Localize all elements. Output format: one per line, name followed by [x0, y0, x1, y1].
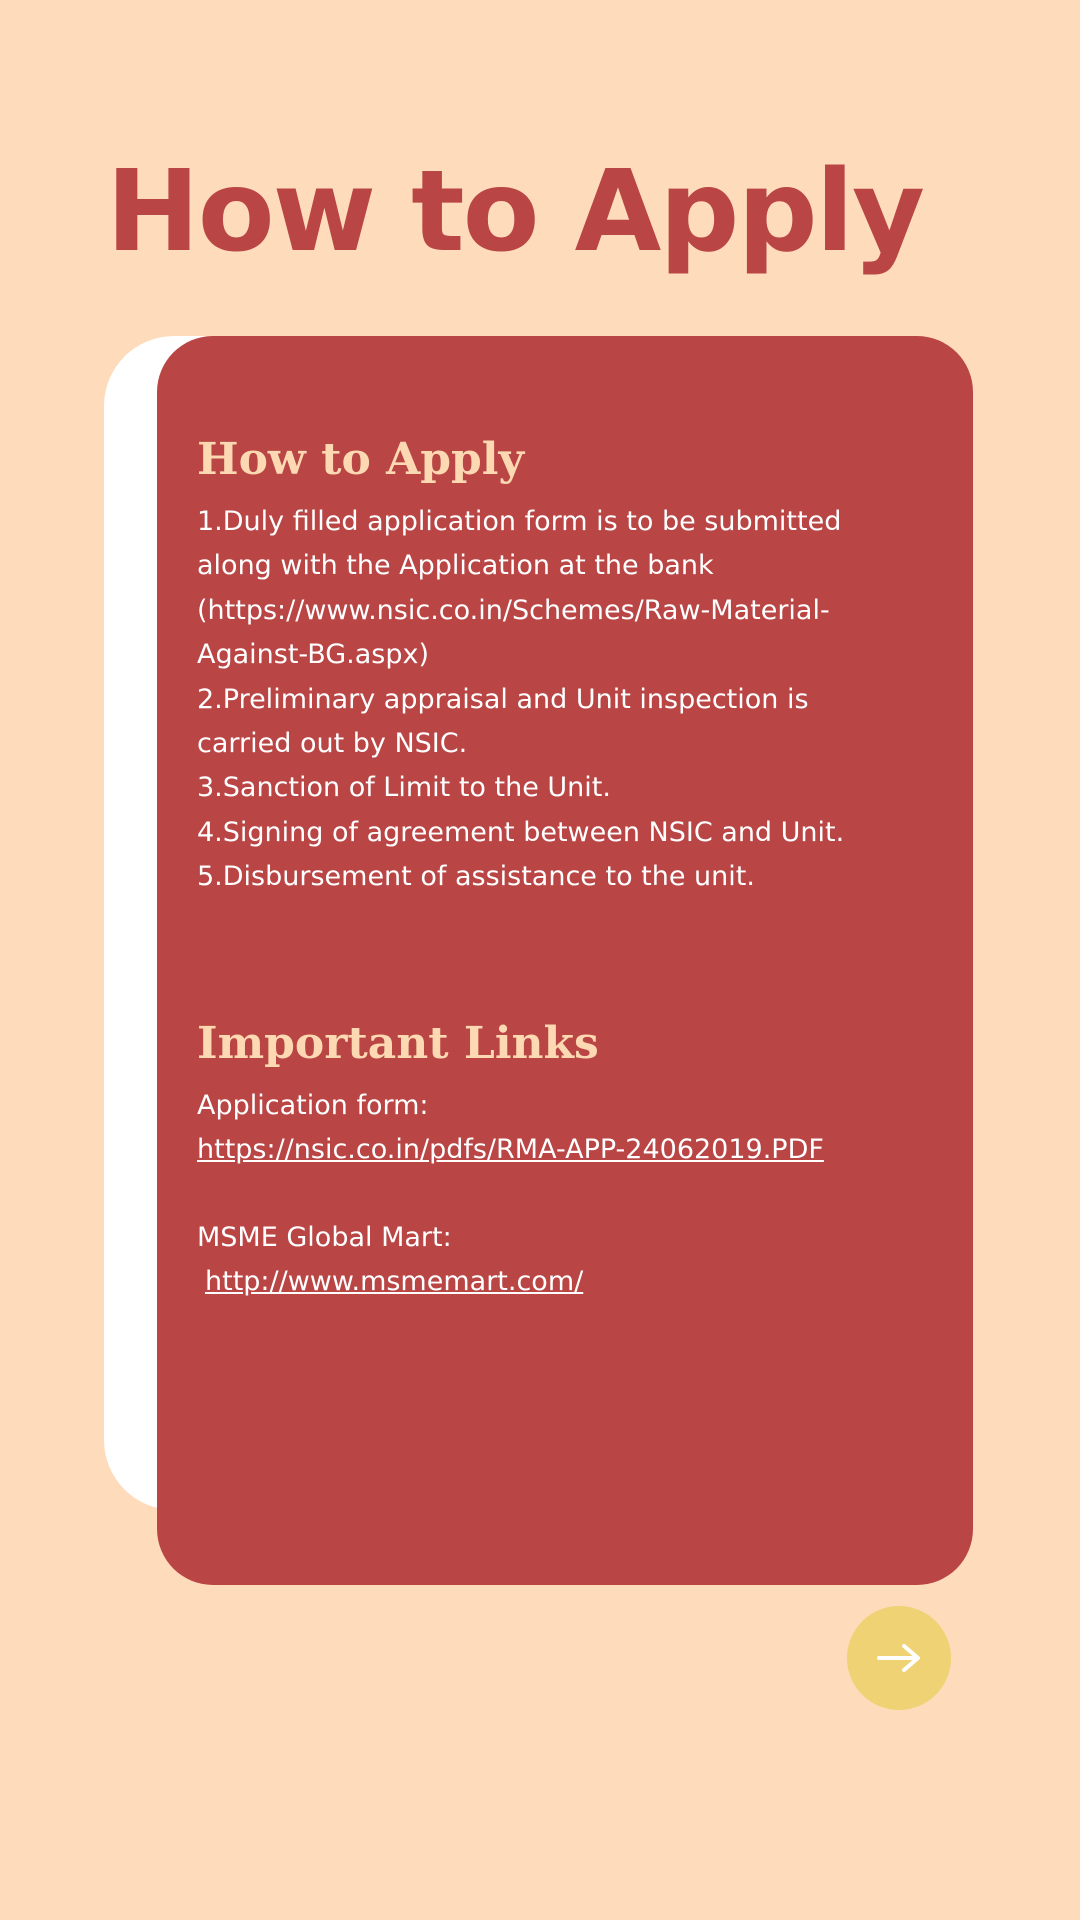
important-links-heading: Important Links [197, 1017, 599, 1069]
how-to-apply-heading: How to Apply [197, 434, 525, 485]
step-line: (https://www.nsic.co.in/Schemes/Raw-Material- [197, 594, 830, 626]
link-spacer [197, 1172, 933, 1216]
application-form-link[interactable]: https://nsic.co.in/pdfs/RMA-APP-24062019.PDF [197, 1133, 824, 1165]
links-list [197, 1084, 933, 1304]
msme-global-mart-label: MSME Global Mart: [197, 1221, 452, 1253]
msme-global-mart-link[interactable]: http://www.msmemart.com/ [205, 1265, 584, 1297]
info-card [157, 336, 973, 1585]
application-form-label: Application form: [197, 1089, 429, 1121]
page-title: How to Apply [106, 147, 924, 277]
step-line: 5.Disbursement of assistance to the unit. [197, 861, 755, 893]
step-line: 2.Preliminary appraisal and Unit inspection is [197, 683, 809, 715]
step-line: 1.Duly filled application form is to be submitted [197, 506, 842, 537]
arrow-right-icon [876, 1643, 922, 1673]
application-steps [197, 500, 933, 900]
step-line: along with the Application at the bank [197, 550, 714, 582]
step-line: 4.Signing of agreement between NSIC and Unit. [197, 816, 845, 848]
next-button[interactable] [847, 1606, 951, 1710]
step-line: 3.Sanction of Limit to the Unit. [197, 772, 611, 804]
step-line: carried out by NSIC. [197, 728, 468, 760]
step-line: Against-BG.aspx) [197, 639, 430, 671]
